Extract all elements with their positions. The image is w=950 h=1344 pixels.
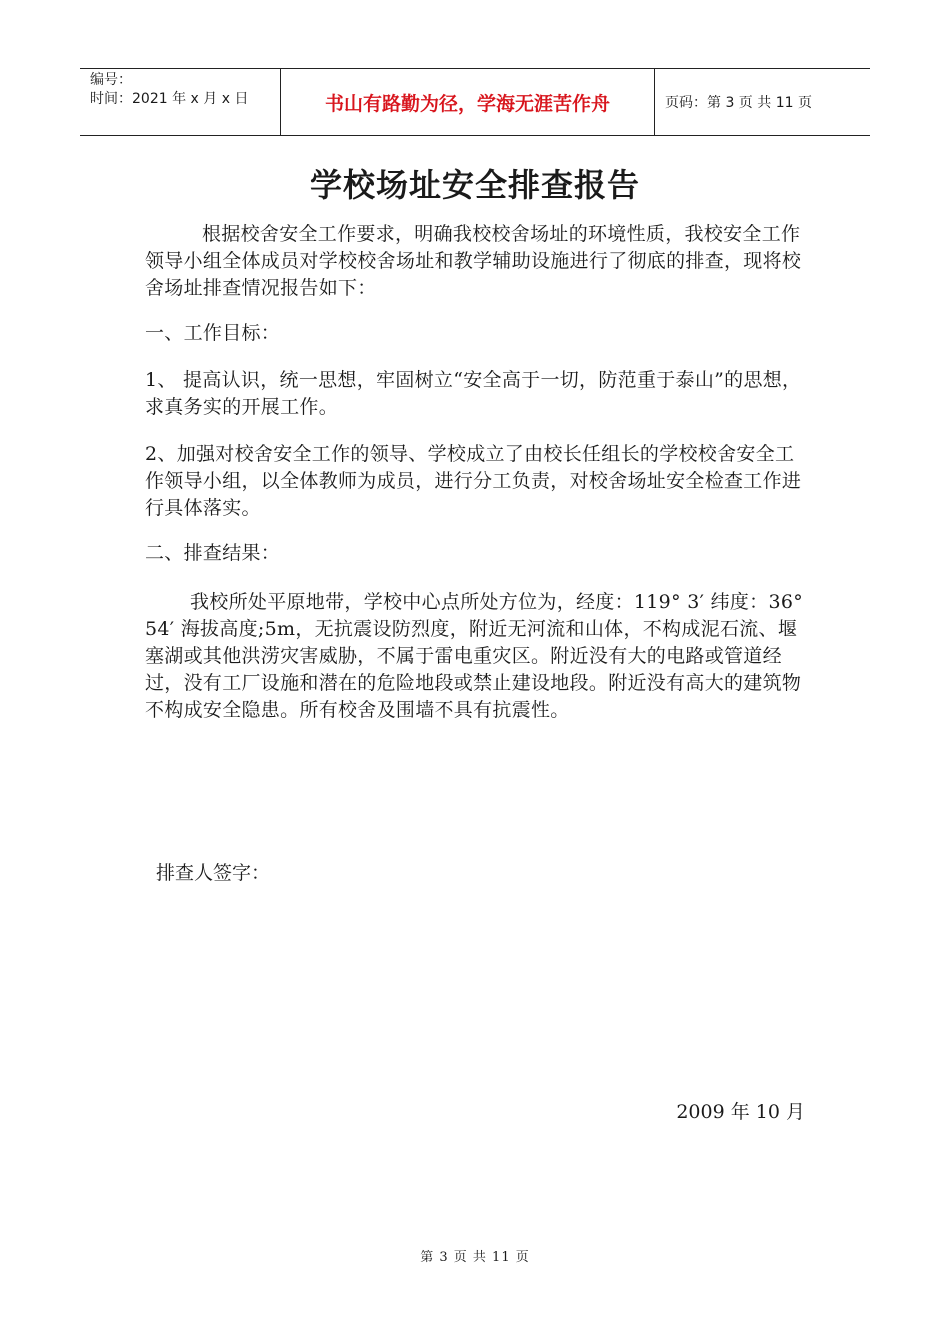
document-title: 学校场址安全排查报告 (309, 166, 640, 204)
report-date: 2009 年 10 月 (676, 1101, 805, 1123)
intro-paragraph: 根据校舍安全工作要求，明确我校校舍场址的环境性质，我校安全工作领导小组全体成员对学校校舍场址和教学辅助设施进行了彻底的排查，现将校舍场址排查情况报告如下： (145, 223, 802, 299)
header-page-info: 页码：第 3 页 共 11 页 (665, 95, 812, 111)
document-number-label: 编号： (90, 72, 132, 88)
page-footer: 第 3 页 共 11 页 (420, 1250, 530, 1265)
goal-item-2: 2、加强对校舍安全工作的领导、学校成立了由校长任组长的学校校舍安全工作领导小组，以全体教师为成员，进行分工负责，对校舍场址安全检查工作进行具体落实。 (145, 443, 802, 519)
header-table (80, 68, 870, 136)
section-heading-goals: 一、工作目标： (145, 322, 281, 344)
results-paragraph: 我校所处平原地带，学校中心点所处方位为，经度：119° 3′ 纬度：36° 54′ 海拔高度;5m，无抗震设防烈度，附近无河流和山体，不构成泥石流、堰塞湖或其他洪涝灾害威胁，不属于雷电重灾区。附近没有大的电路或管道经过，没有工厂设施和潜在的危险地段或禁止建设地段。附近没有高大的建筑物不构成安全隐患。所有校舍及围墙不具有抗震性。 (145, 591, 804, 721)
goal-item-1: 1、 提高认识，统一思想，牢固树立“安全高于一切，防范重于泰山”的思想，求真务实的开展工作。 (145, 369, 802, 418)
signer-label: 排查人签字： (156, 862, 271, 884)
section-heading-results: 二、排查结果： (145, 542, 281, 564)
document-time-label: 时间：2021 年 x 月 x 日 (90, 91, 249, 107)
header-meta-cell (80, 69, 281, 135)
header-motto: 书山有路勤为径，学海无涯苦作舟 (281, 69, 655, 135)
